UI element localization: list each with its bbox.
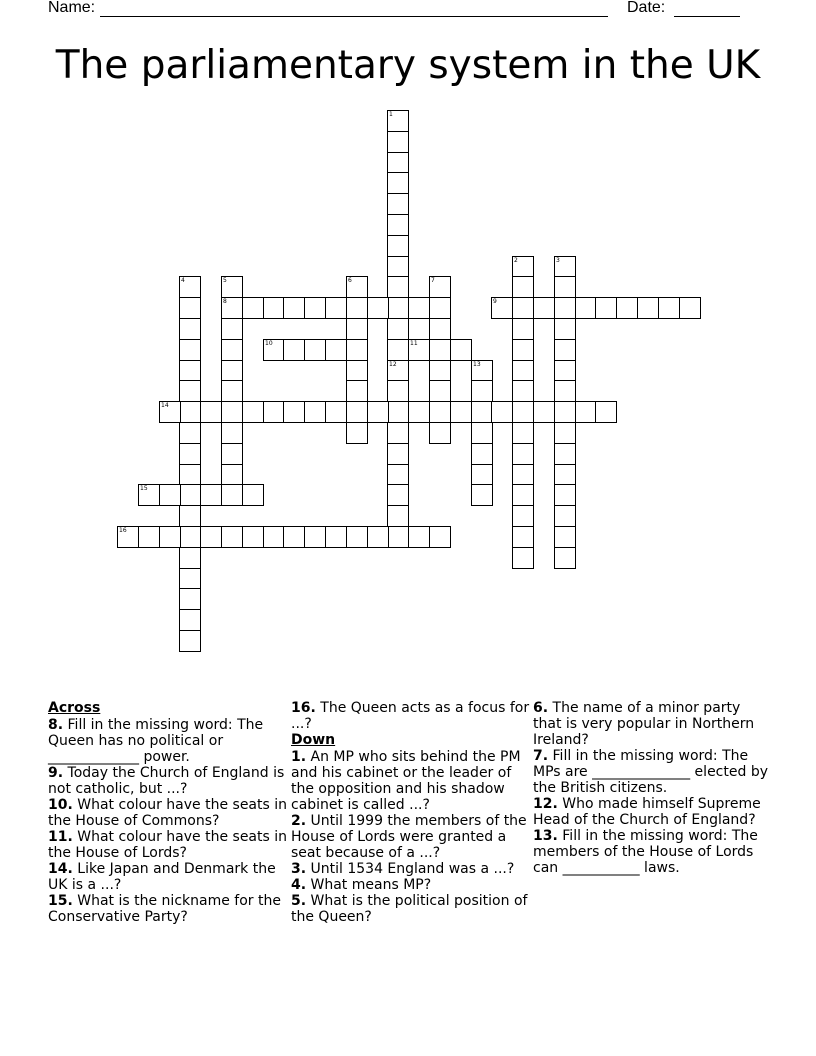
grid-cell[interactable] (554, 484, 576, 506)
grid-cell[interactable] (346, 526, 368, 548)
grid-cell[interactable] (491, 401, 513, 423)
grid-cell[interactable] (616, 297, 638, 319)
clue-down-7 (533, 748, 773, 796)
grid-cell[interactable] (304, 297, 326, 319)
clue-number: 2. (291, 813, 307, 829)
down-heading: Down (291, 732, 336, 748)
grid-cell[interactable] (242, 484, 264, 506)
cell-number: 8 (223, 298, 227, 305)
grid-cell[interactable] (429, 380, 451, 402)
grid-cell[interactable] (283, 297, 305, 319)
clue-across-10 (48, 797, 288, 829)
clue-text: The name of a minor party that is very popular in Northern Ireland? (533, 700, 755, 748)
clue-number: 7. (533, 748, 549, 764)
grid-cell[interactable] (325, 297, 347, 319)
grid-cell[interactable] (471, 401, 493, 423)
grid-cell[interactable] (200, 526, 222, 548)
grid-cell[interactable] (512, 318, 534, 340)
grid-cell[interactable] (325, 401, 347, 423)
grid-cell[interactable] (512, 422, 534, 444)
clue-text: What colour have the seats in the House of Commons? (48, 797, 288, 829)
clue-number: 3. (291, 861, 307, 877)
grid-cell[interactable] (387, 401, 409, 423)
grid-cell[interactable] (325, 526, 347, 548)
grid-cell[interactable] (179, 380, 201, 402)
grid-cell[interactable] (429, 526, 451, 548)
grid-cell[interactable] (554, 547, 576, 569)
grid-cell[interactable] (387, 297, 409, 319)
clue-down-4 (291, 877, 531, 893)
clue-number: 12. (533, 796, 558, 812)
grid-cell[interactable] (346, 360, 368, 382)
grid-cell[interactable] (179, 568, 201, 590)
grid-cell[interactable] (512, 380, 534, 402)
grid-cell[interactable] (346, 401, 368, 423)
clue-number: 4. (291, 877, 307, 893)
grid-cell[interactable] (658, 297, 680, 319)
grid-cell[interactable] (408, 297, 430, 319)
grid-cell[interactable] (408, 339, 430, 361)
grid-cell[interactable] (512, 401, 534, 423)
grid-cell[interactable] (387, 110, 409, 132)
clue-across-14 (48, 861, 288, 893)
clue-text: Until 1534 England was a ...? (310, 861, 515, 877)
grid-cell[interactable] (429, 339, 451, 361)
cell-number: 9 (493, 298, 497, 305)
clue-down-6 (533, 700, 773, 748)
clue-number: 13. (533, 828, 558, 844)
grid-cell[interactable] (408, 401, 430, 423)
grid-cell[interactable] (637, 297, 659, 319)
grid-cell[interactable] (304, 401, 326, 423)
grid-cell[interactable] (346, 422, 368, 444)
grid-cell[interactable] (387, 172, 409, 194)
clue-number: 6. (533, 700, 549, 716)
grid-cell[interactable] (304, 526, 326, 548)
grid-cell[interactable] (179, 276, 201, 298)
clue-number: 9. (48, 765, 64, 781)
grid-cell[interactable] (221, 526, 243, 548)
grid-cell[interactable] (179, 609, 201, 631)
grid-cell[interactable] (179, 339, 201, 361)
grid-cell[interactable] (471, 380, 493, 402)
clue-text: Fill in the missing word: The Queen has no political or _____________ power. (48, 717, 264, 765)
clue-across-8 (48, 717, 288, 765)
grid-cell[interactable] (221, 422, 243, 444)
clue-down-3 (291, 861, 531, 877)
grid-cell[interactable] (387, 339, 409, 361)
grid-cell[interactable] (346, 380, 368, 402)
grid-cell[interactable] (179, 588, 201, 610)
grid-cell[interactable] (429, 297, 451, 319)
grid-cell[interactable] (387, 318, 409, 340)
grid-cell[interactable] (138, 526, 160, 548)
clue-down-13 (533, 828, 773, 876)
clue-across-11 (48, 829, 288, 861)
grid-cell[interactable] (325, 339, 347, 361)
grid-cell[interactable] (387, 484, 409, 506)
grid-cell[interactable] (283, 339, 305, 361)
grid-cell[interactable] (554, 339, 576, 361)
clue-down-5 (291, 893, 531, 925)
grid-cell[interactable] (512, 297, 534, 319)
cell-number: 11 (410, 340, 418, 347)
grid-cell[interactable] (387, 193, 409, 215)
clue-number: 15. (48, 893, 73, 909)
grid-cell[interactable] (179, 422, 201, 444)
grid-cell[interactable] (117, 526, 139, 548)
grid-cell[interactable] (387, 380, 409, 402)
grid-cell[interactable] (179, 526, 201, 548)
grid-cell[interactable] (471, 464, 493, 486)
date-label: Date: (627, 0, 666, 16)
grid-cell[interactable] (138, 484, 160, 506)
grid-cell[interactable] (179, 297, 201, 319)
grid-cell[interactable] (221, 318, 243, 340)
grid-cell[interactable] (554, 276, 576, 298)
grid-cell[interactable] (179, 318, 201, 340)
grid-cell[interactable] (554, 318, 576, 340)
cell-number: 12 (389, 361, 397, 368)
grid-cell[interactable] (200, 401, 222, 423)
grid-cell[interactable] (179, 547, 201, 569)
clue-text: Until 1999 the members of the House of Lords were granted a seat because of a ...? (291, 813, 527, 861)
clue-number: 11. (48, 829, 73, 845)
grid-cell[interactable] (429, 401, 451, 423)
cell-number: 4 (181, 277, 185, 284)
grid-cell[interactable] (387, 526, 409, 548)
clue-across-16 (291, 700, 531, 732)
grid-cell[interactable] (367, 297, 389, 319)
grid-cell[interactable] (221, 401, 243, 423)
grid-cell[interactable] (221, 464, 243, 486)
grid-cell[interactable] (387, 443, 409, 465)
grid-cell[interactable] (387, 422, 409, 444)
grid-cell[interactable] (554, 380, 576, 402)
grid-cell[interactable] (512, 505, 534, 527)
grid-cell[interactable] (221, 443, 243, 465)
grid-cell[interactable] (679, 297, 701, 319)
grid-cell[interactable] (387, 235, 409, 257)
grid-cell[interactable] (387, 131, 409, 153)
grid-cell[interactable] (471, 422, 493, 444)
cell-number: 5 (223, 277, 227, 284)
grid-cell[interactable] (387, 214, 409, 236)
grid-cell[interactable] (554, 360, 576, 382)
grid-cell[interactable] (221, 339, 243, 361)
grid-cell[interactable] (304, 339, 326, 361)
grid-cell[interactable] (159, 401, 181, 423)
grid-cell[interactable] (554, 526, 576, 548)
cell-number: 13 (473, 361, 481, 368)
clue-text: The Queen acts as a focus for ...? (291, 700, 530, 732)
grid-cell[interactable] (387, 360, 409, 382)
grid-cell[interactable] (512, 443, 534, 465)
clue-text: Fill in the missing word: The members of the House of Lords can ___________ laws. (533, 828, 758, 876)
grid-cell[interactable] (159, 526, 181, 548)
clue-down-12 (533, 796, 773, 828)
grid-cell[interactable] (575, 297, 597, 319)
grid-cell[interactable] (179, 505, 201, 527)
grid-cell[interactable] (179, 443, 201, 465)
grid-cell[interactable] (179, 630, 201, 652)
clue-text: Fill in the missing word: The MPs are ______________ elected by the British citizens. (533, 748, 768, 796)
grid-cell[interactable] (387, 505, 409, 527)
grid-cell[interactable] (179, 464, 201, 486)
grid-cell[interactable] (429, 360, 451, 382)
clue-number: 10. (48, 797, 73, 813)
grid-cell[interactable] (367, 401, 389, 423)
grid-cell[interactable] (283, 401, 305, 423)
clue-down-2 (291, 813, 531, 861)
grid-cell[interactable] (221, 360, 243, 382)
grid-cell[interactable] (512, 256, 534, 278)
clue-text: Today the Church of England is not catholic, but ...? (48, 765, 285, 797)
grid-cell[interactable] (367, 526, 389, 548)
grid-cell[interactable] (450, 339, 472, 361)
name-label: Name: (48, 0, 96, 16)
grid-cell[interactable] (429, 318, 451, 340)
grid-cell[interactable] (595, 297, 617, 319)
page-title: The parliamentary system in the UK (55, 43, 761, 88)
grid-cell[interactable] (387, 464, 409, 486)
clue-column-3 (533, 700, 773, 876)
grid-cell[interactable] (575, 401, 597, 423)
clue-text: Like Japan and Denmark the UK is a ...? (48, 861, 276, 893)
cell-number: 16 (119, 527, 127, 534)
grid-cell[interactable] (179, 360, 201, 382)
grid-cell[interactable] (179, 484, 201, 506)
grid-cell[interactable] (471, 484, 493, 506)
cell-number: 7 (431, 277, 435, 284)
grid-cell[interactable] (346, 339, 368, 361)
clue-column-2 (291, 700, 531, 925)
clue-text: What is the nickname for the Conservative Party? (48, 893, 281, 925)
grid-cell[interactable] (242, 526, 264, 548)
clue-across-15 (48, 893, 288, 925)
grid-cell[interactable] (554, 401, 576, 423)
grid-cell[interactable] (159, 484, 181, 506)
grid-cell[interactable] (346, 318, 368, 340)
grid-cell[interactable] (408, 526, 430, 548)
grid-cell[interactable] (512, 360, 534, 382)
grid-cell[interactable] (450, 401, 472, 423)
clue-number: 8. (48, 717, 64, 733)
grid-cell[interactable] (263, 297, 285, 319)
cell-number: 3 (556, 257, 560, 264)
grid-cell[interactable] (221, 380, 243, 402)
grid-cell[interactable] (512, 276, 534, 298)
clue-down-1 (291, 749, 531, 813)
grid-cell[interactable] (387, 276, 409, 298)
grid-cell[interactable] (554, 422, 576, 444)
grid-cell[interactable] (512, 526, 534, 548)
grid-cell[interactable] (554, 505, 576, 527)
grid-cell[interactable] (554, 256, 576, 278)
grid-cell[interactable] (471, 443, 493, 465)
grid-cell[interactable] (387, 152, 409, 174)
grid-cell[interactable] (429, 276, 451, 298)
clue-text: What is the political position of the Queen? (291, 893, 528, 925)
clue-text: What colour have the seats in the House of Lords? (48, 829, 288, 861)
grid-cell[interactable] (512, 464, 534, 486)
cell-number: 15 (140, 485, 148, 492)
clue-text: An MP who sits behind the PM and his cabinet or the leader of the opposition and his shadow cabinet is called ...? (291, 749, 521, 813)
grid-cell[interactable] (346, 297, 368, 319)
grid-cell[interactable] (221, 297, 243, 319)
grid-cell[interactable] (533, 297, 555, 319)
grid-cell[interactable] (595, 401, 617, 423)
grid-cell[interactable] (512, 339, 534, 361)
grid-cell[interactable] (263, 526, 285, 548)
grid-cell[interactable] (283, 526, 305, 548)
grid-cell[interactable] (221, 484, 243, 506)
clue-number: 1. (291, 749, 307, 765)
grid-cell[interactable] (242, 297, 264, 319)
cell-number: 10 (265, 340, 273, 347)
grid-cell[interactable] (512, 484, 534, 506)
grid-cell[interactable] (554, 464, 576, 486)
grid-cell[interactable] (491, 297, 513, 319)
grid-cell[interactable] (221, 276, 243, 298)
grid-cell[interactable] (471, 360, 493, 382)
across-heading: Across (48, 700, 101, 716)
grid-cell[interactable] (554, 443, 576, 465)
grid-cell[interactable] (242, 401, 264, 423)
cell-number: 6 (348, 277, 352, 284)
cell-number: 1 (389, 111, 393, 118)
clue-number: 14. (48, 861, 73, 877)
grid-cell[interactable] (429, 422, 451, 444)
clue-text: What means MP? (310, 877, 432, 893)
grid-cell[interactable] (263, 339, 285, 361)
cell-number: 2 (514, 257, 518, 264)
grid-cell[interactable] (263, 401, 285, 423)
clue-number: 16. (291, 700, 316, 716)
grid-cell[interactable] (387, 256, 409, 278)
cell-number: 14 (161, 402, 169, 409)
clue-number: 5. (291, 893, 307, 909)
grid-cell[interactable] (179, 401, 201, 423)
grid-cell[interactable] (533, 401, 555, 423)
grid-cell[interactable] (554, 297, 576, 319)
clue-across-9 (48, 765, 288, 797)
grid-cell[interactable] (346, 276, 368, 298)
clue-column-1 (48, 700, 288, 925)
grid-cell[interactable] (512, 547, 534, 569)
clue-text: Who made himself Supreme Head of the Church of England? (533, 796, 761, 828)
grid-cell[interactable] (200, 484, 222, 506)
